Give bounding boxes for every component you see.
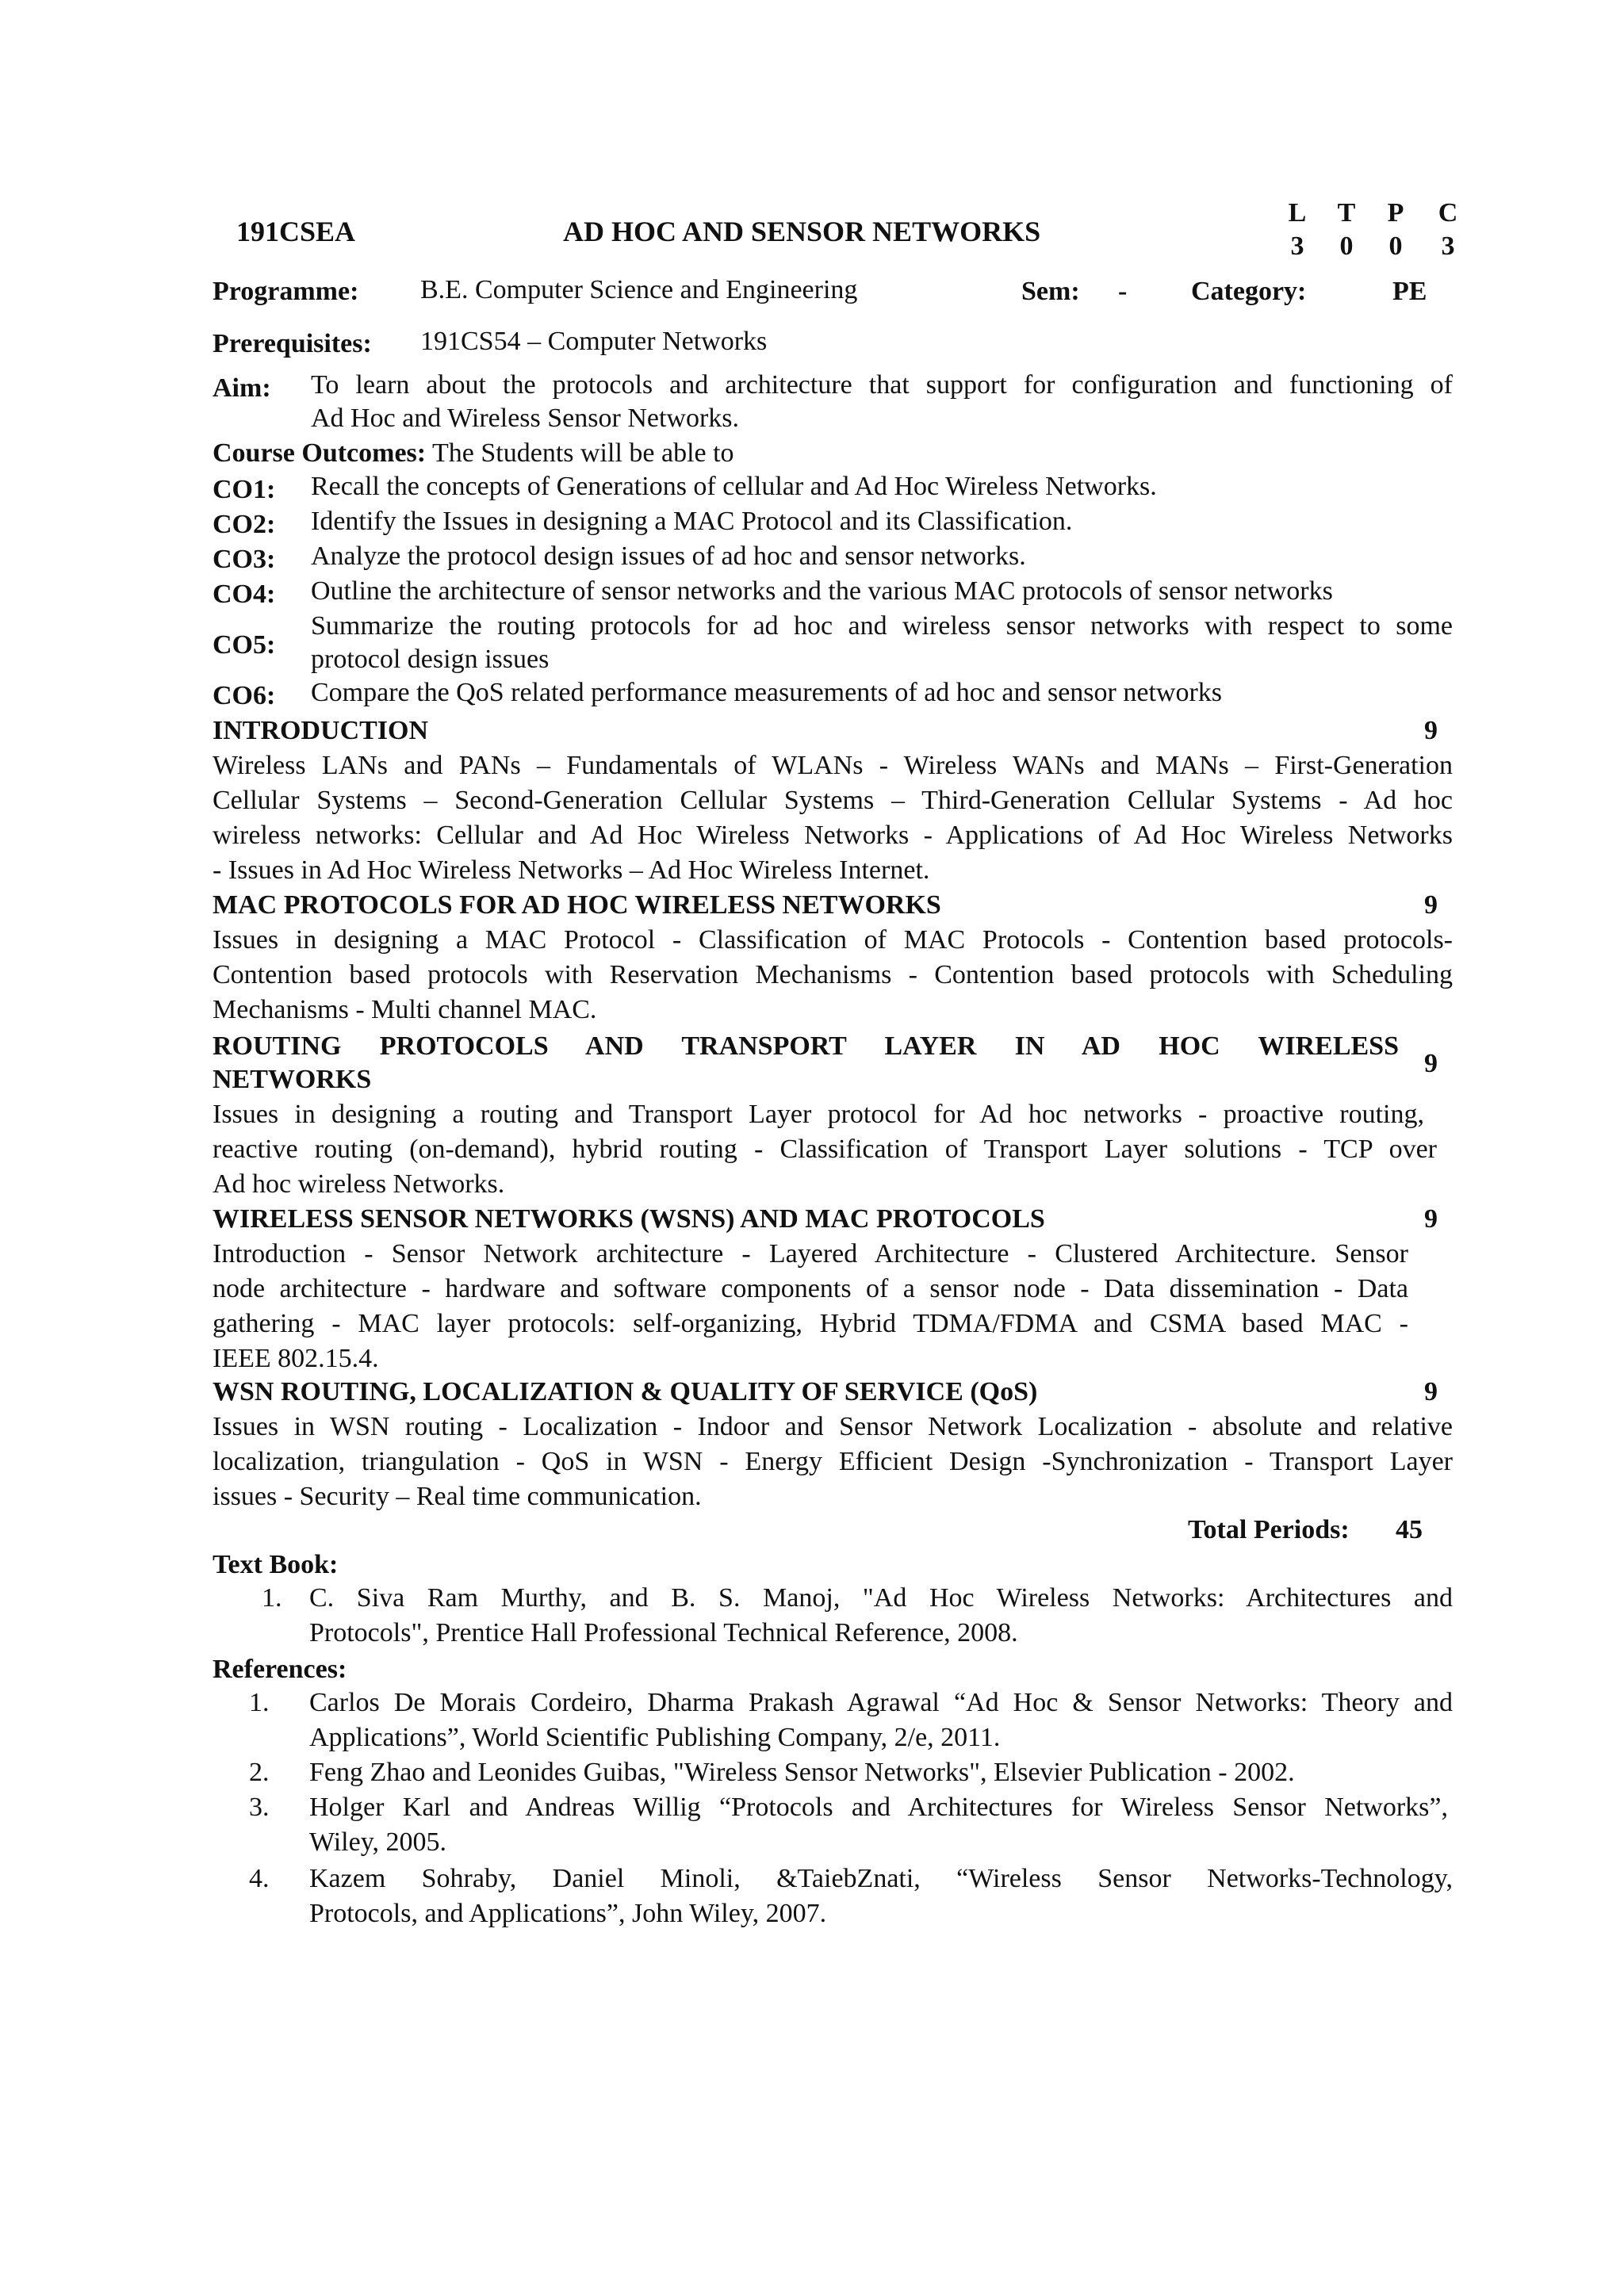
unit-3-title-line-1: ROUTING PROTOCOLS AND TRANSPORT LAYER IN AD HOC WIRELESS xyxy=(213,1031,1399,1061)
unit-3-title-line-2: NETWORKS xyxy=(213,1065,372,1094)
reference-3-line-2: Wiley, 2005. xyxy=(309,1827,447,1857)
category-value: PE xyxy=(1392,277,1427,306)
reference-1-line-2: Applications”, World Scientific Publishing Company, 2/e, 2011. xyxy=(309,1723,1001,1752)
co6-text: Compare the QoS related performance measurements of ad hoc and sensor networks xyxy=(311,678,1222,707)
text-book-item-1-num: 1. xyxy=(262,1583,282,1613)
total-periods-label: Total Periods: xyxy=(1188,1515,1350,1544)
reference-1-num: 1. xyxy=(249,1688,270,1717)
ltpc-value-l: 3 xyxy=(1290,232,1304,261)
unit-1-title: INTRODUCTION xyxy=(213,716,429,745)
unit-1-line-2: Cellular Systems – Second-Generation Cellular Systems – Third-Generation Cellular Systems - Ad hoc xyxy=(213,786,1453,815)
reference-4-num: 4. xyxy=(249,1864,270,1893)
course-outcomes-intro: The Students will be able to xyxy=(432,438,734,468)
aim-line-1: To learn about the protocols and architecture that support for configuration and functioning of xyxy=(311,370,1453,400)
unit-2-line-2: Contention based protocols with Reservation Mechanisms - Contention based protocols with Scheduling xyxy=(213,960,1453,989)
co5-code: CO5: xyxy=(213,630,276,660)
ltpc-value-t: 0 xyxy=(1339,232,1354,261)
ltpc-label-t: T xyxy=(1337,198,1356,228)
unit-1-line-3: wireless networks: Cellular and Ad Hoc Wireless Networks - Applications of Ad Hoc Wireless Networks xyxy=(213,821,1453,850)
co1-text: Recall the concepts of Generations of cellular and Ad Hoc Wireless Networks. xyxy=(311,472,1157,501)
reference-4-line-1: Kazem Sohraby, Daniel Minoli, &TaiebZnati, “Wireless Sensor Networks-Technology, xyxy=(309,1864,1453,1893)
ltpc-label-c: C xyxy=(1438,198,1458,228)
co6-code: CO6: xyxy=(213,681,276,710)
unit-5-periods: 9 xyxy=(1424,1377,1438,1406)
unit-3-periods: 9 xyxy=(1424,1049,1438,1078)
unit-2-line-3: Mechanisms - Multi channel MAC. xyxy=(213,995,597,1024)
unit-1-periods: 9 xyxy=(1424,716,1438,745)
unit-4-title: WIRELESS SENSOR NETWORKS (WSNS) AND MAC PROTOCOLS xyxy=(213,1204,1045,1234)
course-outcomes-heading xyxy=(213,438,734,469)
unit-5-line-3: issues - Security – Real time communication. xyxy=(213,1482,702,1511)
co4-text: Outline the architecture of sensor networks and the various MAC protocols of sensor networks xyxy=(311,576,1333,606)
co5-text-line-2: protocol design issues xyxy=(311,645,550,674)
references-heading: References: xyxy=(213,1655,347,1684)
unit-2-periods: 9 xyxy=(1424,890,1438,920)
reference-2-num: 2. xyxy=(249,1758,270,1787)
co4-code: CO4: xyxy=(213,580,276,609)
sem-label: Sem: xyxy=(1021,277,1080,306)
aim-line-2: Ad Hoc and Wireless Sensor Networks. xyxy=(311,404,740,433)
unit-4-line-2: node architecture - hardware and software components of a sensor node - Data dissemination - Data xyxy=(213,1274,1408,1303)
ltpc-label-l: L xyxy=(1288,198,1307,228)
unit-4-line-1: Introduction - Sensor Network architecture - Layered Architecture - Clustered Architecture. Sensor xyxy=(213,1239,1408,1269)
total-periods-value: 45 xyxy=(1396,1515,1423,1544)
unit-2-title: MAC PROTOCOLS FOR AD HOC WIRELESS NETWORKS xyxy=(213,890,941,920)
unit-3-line-1: Issues in designing a routing and Transport Layer protocol for Ad hoc networks - proactive routing, xyxy=(213,1100,1424,1129)
unit-1-line-4: - Issues in Ad Hoc Wireless Networks – Ad Hoc Wireless Internet. xyxy=(213,855,930,885)
unit-5-line-1: Issues in WSN routing - Localization - Indoor and Sensor Network Localization - absolute and relative xyxy=(213,1412,1453,1441)
unit-4-line-4: IEEE 802.15.4. xyxy=(213,1344,379,1373)
category-label: Category: xyxy=(1191,277,1307,306)
co5-text-line-1: Summarize the routing protocols for ad hoc and wireless sensor networks with respect to some xyxy=(311,611,1453,641)
unit-3-line-2: reactive routing (on-demand), hybrid routing - Classification of Transport Layer solutions - TCP over xyxy=(213,1135,1437,1164)
text-book-item-1-line-1: C. Siva Ram Murthy, and B. S. Manoj, "Ad Hoc Wireless Networks: Architectures and xyxy=(309,1583,1453,1613)
reference-2-line-1: Feng Zhao and Leonides Guibas, "Wireless Sensor Networks", Elsevier Publication - 2002. xyxy=(309,1758,1295,1787)
unit-3-line-3: Ad hoc wireless Networks. xyxy=(213,1169,505,1199)
prerequisites-value: 191CS54 – Computer Networks xyxy=(420,327,768,356)
sem-value: - xyxy=(1118,277,1128,306)
unit-5-title: WSN ROUTING, LOCALIZATION & QUALITY OF SERVICE (QoS) xyxy=(213,1377,1038,1406)
programme-label: Programme: xyxy=(213,277,359,306)
co2-code: CO2: xyxy=(213,510,276,539)
course-outcomes-label: Course Outcomes: xyxy=(213,438,427,468)
co2-text: Identify the Issues in designing a MAC Protocol and its Classification. xyxy=(311,507,1073,536)
co3-text: Analyze the protocol design issues of ad hoc and sensor networks. xyxy=(311,541,1026,571)
ltpc-value-p: 0 xyxy=(1388,232,1403,261)
unit-2-line-1: Issues in designing a MAC Protocol - Classification of MAC Protocols - Contention based protocols- xyxy=(213,925,1453,955)
ltpc-label-p: P xyxy=(1387,198,1404,228)
reference-4-line-2: Protocols, and Applications”, John Wiley, 2007. xyxy=(309,1899,827,1928)
unit-1-line-1: Wireless LANs and PANs – Fundamentals of WLANs - Wireless WANs and MANs – First-Generation xyxy=(213,751,1453,780)
aim-label: Aim: xyxy=(213,373,271,403)
reference-3-num: 3. xyxy=(249,1793,270,1822)
programme-value: B.E. Computer Science and Engineering xyxy=(420,275,858,304)
unit-5-line-2: localization, triangulation - QoS in WSN - Energy Efficient Design -Synchronization - Transport Layer xyxy=(213,1447,1453,1476)
text-book-heading: Text Book: xyxy=(213,1550,339,1579)
reference-3-line-1: Holger Karl and Andreas Willig “Protocols and Architectures for Wireless Sensor Networks”, xyxy=(309,1793,1448,1822)
unit-4-line-3: gathering - MAC layer protocols: self-organizing, Hybrid TDMA/FDMA and CSMA based MAC - xyxy=(213,1309,1408,1338)
co1-code: CO1: xyxy=(213,475,276,504)
prerequisites-label: Prerequisites: xyxy=(213,329,372,358)
text-book-item-1-line-2: Protocols", Prentice Hall Professional Technical Reference, 2008. xyxy=(309,1618,1018,1647)
unit-4-periods: 9 xyxy=(1424,1204,1438,1234)
reference-1-line-1: Carlos De Morais Cordeiro, Dharma Prakash Agrawal “Ad Hoc & Sensor Networks: Theory and xyxy=(309,1688,1453,1717)
ltpc-value-c: 3 xyxy=(1441,232,1455,261)
course-code: 191CSEA xyxy=(236,216,356,247)
course-title: AD HOC AND SENSOR NETWORKS xyxy=(563,216,1041,247)
co3-code: CO3: xyxy=(213,545,276,574)
